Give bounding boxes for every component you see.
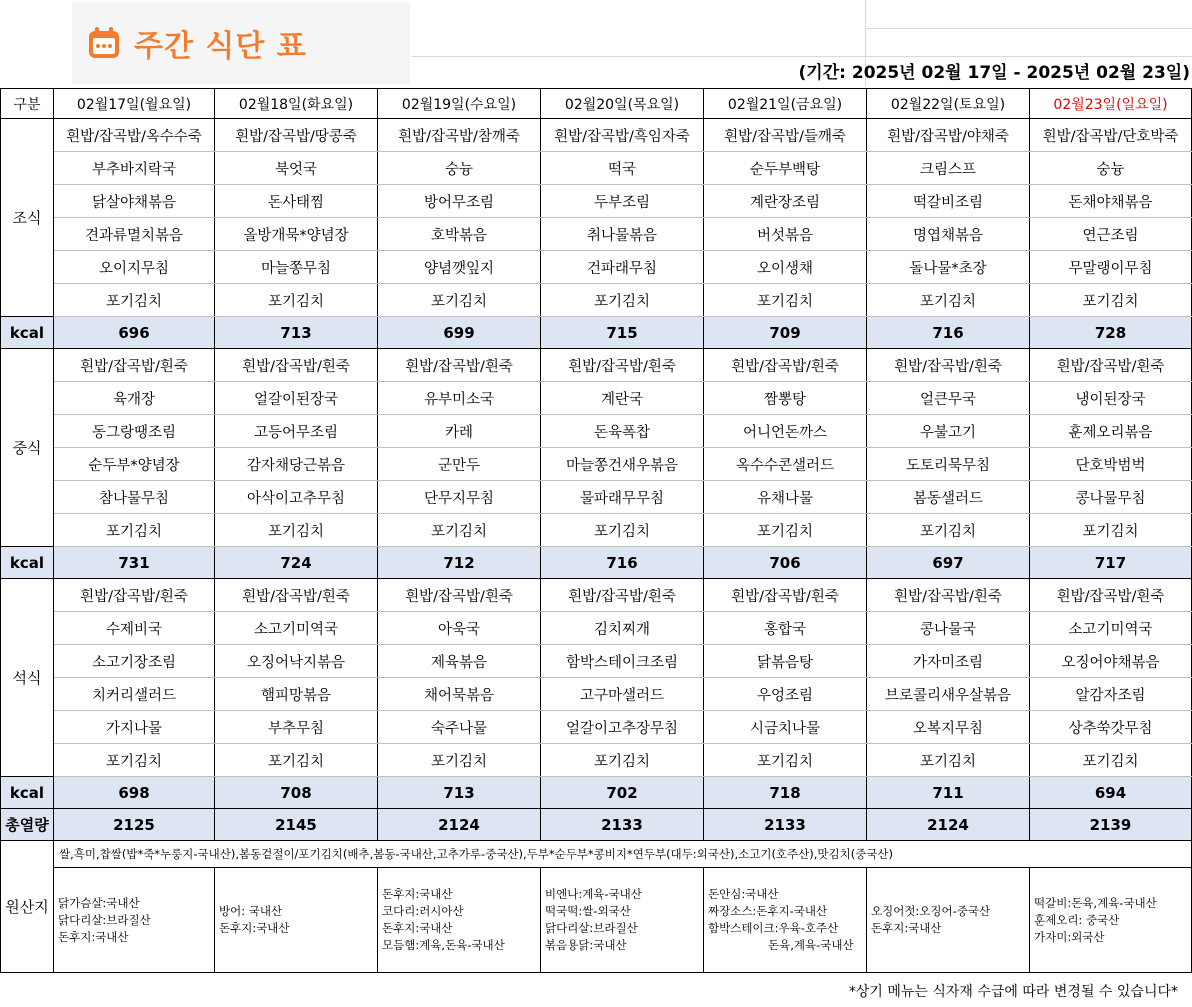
menu-item: 소고기장조림 (54, 645, 215, 678)
weekly-menu-table (0, 88, 1192, 973)
menu-item: 포기김치 (54, 744, 215, 777)
origin-common-row (1, 841, 1192, 868)
total-value: 2139 (1030, 809, 1192, 841)
kcal-value: 728 (1030, 317, 1192, 349)
total-label: 총열량 (1, 809, 54, 841)
origin-line: 떡국떡:쌀-외국산 (545, 904, 631, 918)
menu-item: 어니언돈까스 (704, 415, 867, 448)
menu-item: 단호박범벅 (1030, 448, 1192, 481)
kcal-value: 706 (704, 547, 867, 579)
dinner-row (1, 645, 1192, 678)
menu-item: 무말랭이무침 (1030, 251, 1192, 284)
menu-item: 포기김치 (704, 514, 867, 547)
header-row (1, 89, 1192, 119)
origin-label: 원산지 (1, 841, 54, 973)
menu-item: 흰밥/잡곡밥/옥수수죽 (54, 119, 215, 152)
menu-item: 부추바지락국 (54, 152, 215, 185)
calendar-icon (86, 25, 122, 61)
kcal-value: 716 (541, 547, 704, 579)
menu-item: 떡국 (541, 152, 704, 185)
origin-line: 코다리:러시아산 (382, 904, 464, 918)
menu-item: 오복지무침 (867, 711, 1030, 744)
origin-day-cell (867, 868, 1030, 973)
menu-item: 가지나물 (54, 711, 215, 744)
menu-item: 계란국 (541, 382, 704, 415)
kcal-value: 717 (1030, 547, 1192, 579)
dinner-row (1, 744, 1192, 777)
origin-line: 훈제오리: 중국산 (1034, 912, 1120, 927)
dinner-kcal-row (1, 777, 1192, 809)
origin-line: 돈안심:국내산 (708, 887, 779, 901)
menu-item: 숙주나물 (378, 711, 541, 744)
menu-item: 포기김치 (541, 744, 704, 777)
menu-item: 포기김치 (215, 284, 378, 317)
origin-day-cell (215, 868, 378, 973)
breakfast-label: 조식 (1, 119, 54, 317)
menu-item: 단무지무침 (378, 481, 541, 514)
menu-item: 포기김치 (1030, 514, 1192, 547)
menu-item: 흰밥/잡곡밥/흰죽 (378, 349, 541, 382)
menu-item: 숭늉 (1030, 152, 1192, 185)
menu-item: 흰밥/잡곡밥/참깨죽 (378, 119, 541, 152)
menu-item: 고구마샐러드 (541, 678, 704, 711)
menu-item: 치커리샐러드 (54, 678, 215, 711)
menu-item: 부추무침 (215, 711, 378, 744)
day-header: 02월18일(화요일) (215, 89, 378, 119)
menu-item: 흰밥/잡곡밥/흰죽 (704, 349, 867, 382)
menu-item: 육개장 (54, 382, 215, 415)
lunch-row (1, 481, 1192, 514)
day-header: 02월23일(일요일) (1030, 89, 1192, 119)
menu-item: 흰밥/잡곡밥/땅콩죽 (215, 119, 378, 152)
lunch-kcal-row (1, 547, 1192, 579)
total-kcal-row (1, 809, 1192, 841)
menu-item: 아욱국 (378, 612, 541, 645)
kcal-value: 697 (867, 547, 1030, 579)
origin-line: 돈후지:국내산 (871, 921, 942, 935)
lunch-row (1, 514, 1192, 547)
origin-line: 돈후지:국내산 (382, 887, 453, 901)
menu-item: 흰밥/잡곡밥/흰죽 (704, 579, 867, 612)
kcal-label: kcal (1, 547, 54, 579)
menu-item: 흰밥/잡곡밥/흰죽 (867, 349, 1030, 382)
menu-item: 감자채당근볶음 (215, 448, 378, 481)
menu-item: 흰밥/잡곡밥/흰죽 (215, 349, 378, 382)
kcal-value: 715 (541, 317, 704, 349)
menu-item: 포기김치 (541, 514, 704, 547)
kcal-value: 711 (867, 777, 1030, 809)
origin-day-cell (541, 868, 704, 973)
kcal-value: 702 (541, 777, 704, 809)
menu-item: 우불고기 (867, 415, 1030, 448)
lunch-row (1, 448, 1192, 481)
menu-item: 포기김치 (867, 284, 1030, 317)
menu-item: 오이지무침 (54, 251, 215, 284)
menu-item: 마늘쫑건새우볶음 (541, 448, 704, 481)
menu-item: 냉이된장국 (1030, 382, 1192, 415)
menu-item: 취나물볶음 (541, 218, 704, 251)
kcal-value: 716 (867, 317, 1030, 349)
kcal-value: 698 (54, 777, 215, 809)
menu-item: 북엇국 (215, 152, 378, 185)
menu-item: 채어묵볶음 (378, 678, 541, 711)
menu-item: 봄동샐러드 (867, 481, 1030, 514)
menu-item: 순두부백탕 (704, 152, 867, 185)
origin-line: 볶음용닭:국내산 (545, 938, 627, 952)
breakfast-row (1, 152, 1192, 185)
menu-item: 포기김치 (867, 744, 1030, 777)
menu-item: 우엉조림 (704, 678, 867, 711)
menu-item: 아삭이고추무침 (215, 481, 378, 514)
menu-item: 명엽채볶음 (867, 218, 1030, 251)
lunch-row (1, 382, 1192, 415)
total-value: 2124 (867, 809, 1030, 841)
header-label: 구분 (1, 89, 54, 119)
menu-item: 가자미조림 (867, 645, 1030, 678)
menu-item: 콩나물무침 (1030, 481, 1192, 514)
menu-item: 소고기미역국 (215, 612, 378, 645)
menu-item: 올방개묵*양념장 (215, 218, 378, 251)
menu-item: 포기김치 (378, 284, 541, 317)
menu-item: 방어무조림 (378, 185, 541, 218)
total-value: 2145 (215, 809, 378, 841)
menu-item: 콩나물국 (867, 612, 1030, 645)
menu-item: 포기김치 (378, 744, 541, 777)
origin-line: 닭다리살:브라질산 (545, 921, 638, 935)
menu-item: 흰밥/잡곡밥/흰죽 (541, 349, 704, 382)
menu-item: 포기김치 (1030, 744, 1192, 777)
menu-item: 흰밥/잡곡밥/흰죽 (541, 579, 704, 612)
menu-item: 상추쑥갓무침 (1030, 711, 1192, 744)
kcal-value: 713 (378, 777, 541, 809)
menu-item: 유채나물 (704, 481, 867, 514)
menu-item: 햄피망볶음 (215, 678, 378, 711)
kcal-value: 699 (378, 317, 541, 349)
day-header: 02월20일(목요일) (541, 89, 704, 119)
menu-item: 흰밥/잡곡밥/흰죽 (378, 579, 541, 612)
footnote: *상기 메뉴는 식자재 수급에 따라 변경될 수 있습니다* (848, 984, 1178, 1000)
menu-item: 홍합국 (704, 612, 867, 645)
kcal-value: 694 (1030, 777, 1192, 809)
origin-line: 닭가슴살:국내산 (58, 895, 140, 910)
menu-item: 포기김치 (215, 744, 378, 777)
menu-item: 수제비국 (54, 612, 215, 645)
menu-item: 포기김치 (215, 514, 378, 547)
day-header: 02월22일(토요일) (867, 89, 1030, 119)
menu-item: 유부미소국 (378, 382, 541, 415)
day-header: 02월21일(금요일) (704, 89, 867, 119)
menu-item: 동그랑땡조림 (54, 415, 215, 448)
total-value: 2133 (704, 809, 867, 841)
menu-item: 카레 (378, 415, 541, 448)
menu-item: 돈육폭찹 (541, 415, 704, 448)
kcal-value: 718 (704, 777, 867, 809)
origin-common-text: 쌀,흑미,찹쌀(밥*죽*누룽지-국내산),봄동겉절이/포기김치(배추,봄동-국내산,고추가루-중국산),두부*순두부*콩비지*연두부(대두:외국산),소고기(호주산),맛김치(중국산) (54, 841, 1192, 868)
menu-item: 마늘쫑무침 (215, 251, 378, 284)
menu-item: 흰밥/잡곡밥/흰죽 (1030, 579, 1192, 612)
menu-item: 포기김치 (867, 514, 1030, 547)
dinner-label: 석식 (1, 579, 54, 777)
lunch-row (1, 415, 1192, 448)
menu-item: 김치찌개 (541, 612, 704, 645)
menu-item: 포기김치 (54, 514, 215, 547)
menu-item: 돈채야채볶음 (1030, 185, 1192, 218)
menu-item: 제육볶음 (378, 645, 541, 678)
menu-item: 닭살야채볶음 (54, 185, 215, 218)
menu-item: 흰밥/잡곡밥/흰죽 (867, 579, 1030, 612)
menu-item: 군만두 (378, 448, 541, 481)
origin-line: 돈후지:국내산 (219, 921, 290, 935)
menu-item: 흰밥/잡곡밥/흰죽 (54, 579, 215, 612)
breakfast-row (1, 251, 1192, 284)
kcal-value: 724 (215, 547, 378, 579)
menu-item: 소고기미역국 (1030, 612, 1192, 645)
total-value: 2124 (378, 809, 541, 841)
kcal-value: 708 (215, 777, 378, 809)
menu-item: 돌나물*초장 (867, 251, 1030, 284)
menu-item: 닭볶음탕 (704, 645, 867, 678)
menu-item: 옥수수콘샐러드 (704, 448, 867, 481)
menu-item: 포기김치 (704, 284, 867, 317)
lunch-row (1, 349, 1192, 382)
kcal-value: 709 (704, 317, 867, 349)
breakfast-kcal-row (1, 317, 1192, 349)
menu-item: 참나물무침 (54, 481, 215, 514)
menu-item: 포기김치 (1030, 284, 1192, 317)
dinner-row (1, 612, 1192, 645)
total-value: 2133 (541, 809, 704, 841)
menu-item: 함박스테이크조림 (541, 645, 704, 678)
menu-item: 도토리묵무침 (867, 448, 1030, 481)
menu-item: 흰밥/잡곡밥/야채죽 (867, 119, 1030, 152)
origin-line: 비엔나:계육-국내산 (545, 887, 642, 901)
menu-item: 견과류멸치볶음 (54, 218, 215, 251)
menu-item: 고등어무조림 (215, 415, 378, 448)
origin-line: 함박스테이크:우육-호주산 (708, 921, 839, 935)
origin-line: 돈후지:국내산 (382, 921, 453, 935)
menu-item: 흰밥/잡곡밥/단호박죽 (1030, 119, 1192, 152)
menu-item: 양념깻잎지 (378, 251, 541, 284)
menu-item: 시금치나물 (704, 711, 867, 744)
menu-item: 브로콜리새우살볶음 (867, 678, 1030, 711)
menu-item: 흰밥/잡곡밥/들깨죽 (704, 119, 867, 152)
origin-line: 방어: 국내산 (219, 904, 283, 918)
menu-item: 순두부*양념장 (54, 448, 215, 481)
menu-item: 얼갈이고추장무침 (541, 711, 704, 744)
menu-item: 두부조림 (541, 185, 704, 218)
menu-item: 흰밥/잡곡밥/흰죽 (215, 579, 378, 612)
menu-item: 오징어야채볶음 (1030, 645, 1192, 678)
menu-item: 떡갈비조림 (867, 185, 1030, 218)
menu-item: 오이생채 (704, 251, 867, 284)
menu-item: 얼갈이된장국 (215, 382, 378, 415)
dinner-row (1, 711, 1192, 744)
menu-item: 알감자조림 (1030, 678, 1192, 711)
menu-item: 돈사태찜 (215, 185, 378, 218)
kcal-label: kcal (1, 317, 54, 349)
menu-item: 포기김치 (704, 744, 867, 777)
menu-item: 버섯볶음 (704, 218, 867, 251)
menu-item: 호박볶음 (378, 218, 541, 251)
grid-line (865, 28, 1192, 29)
origin-line: 가자미:외국산 (1034, 929, 1105, 944)
breakfast-row (1, 119, 1192, 152)
origin-line: 오징어젓:오징어-중국산 (871, 904, 991, 918)
menu-item: 흰밥/잡곡밥/흰죽 (1030, 349, 1192, 382)
day-header: 02월19일(수요일) (378, 89, 541, 119)
menu-item: 크림스프 (867, 152, 1030, 185)
menu-item: 훈제오리볶음 (1030, 415, 1192, 448)
menu-item: 포기김치 (378, 514, 541, 547)
origin-line: 떡갈비:돈육,계육-국내산 (1034, 895, 1157, 910)
origin-day-cell (1030, 868, 1192, 973)
page-title: 주간 식단 표 (134, 29, 307, 64)
menu-item: 얼큰무국 (867, 382, 1030, 415)
menu-item: 물파래무무침 (541, 481, 704, 514)
menu-item: 흰밥/잡곡밥/흑임자죽 (541, 119, 704, 152)
origin-day-cell (54, 868, 215, 973)
menu-item: 숭늉 (378, 152, 541, 185)
origin-line: 돈후지:국내산 (58, 929, 129, 944)
origin-day-cell (704, 868, 867, 973)
total-value: 2125 (54, 809, 215, 841)
kcal-value: 731 (54, 547, 215, 579)
day-header: 02월17일(월요일) (54, 89, 215, 119)
menu-item: 오징어낙지볶음 (215, 645, 378, 678)
origin-line: 모듬햄:계육,돈육-국내산 (382, 938, 505, 952)
origin-day-cell (378, 868, 541, 973)
origin-days-row (1, 868, 1192, 973)
menu-item: 흰밥/잡곡밥/흰죽 (54, 349, 215, 382)
menu-item: 포기김치 (54, 284, 215, 317)
origin-line: 짜장소스:돈후지-국내산 (708, 904, 828, 918)
kcal-value: 712 (378, 547, 541, 579)
breakfast-row (1, 218, 1192, 251)
menu-item: 포기김치 (541, 284, 704, 317)
lunch-label: 중식 (1, 349, 54, 547)
menu-item: 연근조림 (1030, 218, 1192, 251)
menu-item: 계란장조림 (704, 185, 867, 218)
dinner-row (1, 579, 1192, 612)
origin-line: 돈육,계육-국내산 (768, 938, 854, 952)
kcal-value: 713 (215, 317, 378, 349)
breakfast-row (1, 185, 1192, 218)
breakfast-row (1, 284, 1192, 317)
origin-line: 닭다리살:브라질산 (58, 912, 151, 927)
menu-item: 짬뽕탕 (704, 382, 867, 415)
menu-item: 건파래무침 (541, 251, 704, 284)
kcal-label: kcal (1, 777, 54, 809)
period-range: (기간: 2025년 02월 17일 - 2025년 02월 23일) (798, 63, 1190, 83)
dinner-row (1, 678, 1192, 711)
kcal-value: 696 (54, 317, 215, 349)
grid-line (412, 56, 1192, 57)
